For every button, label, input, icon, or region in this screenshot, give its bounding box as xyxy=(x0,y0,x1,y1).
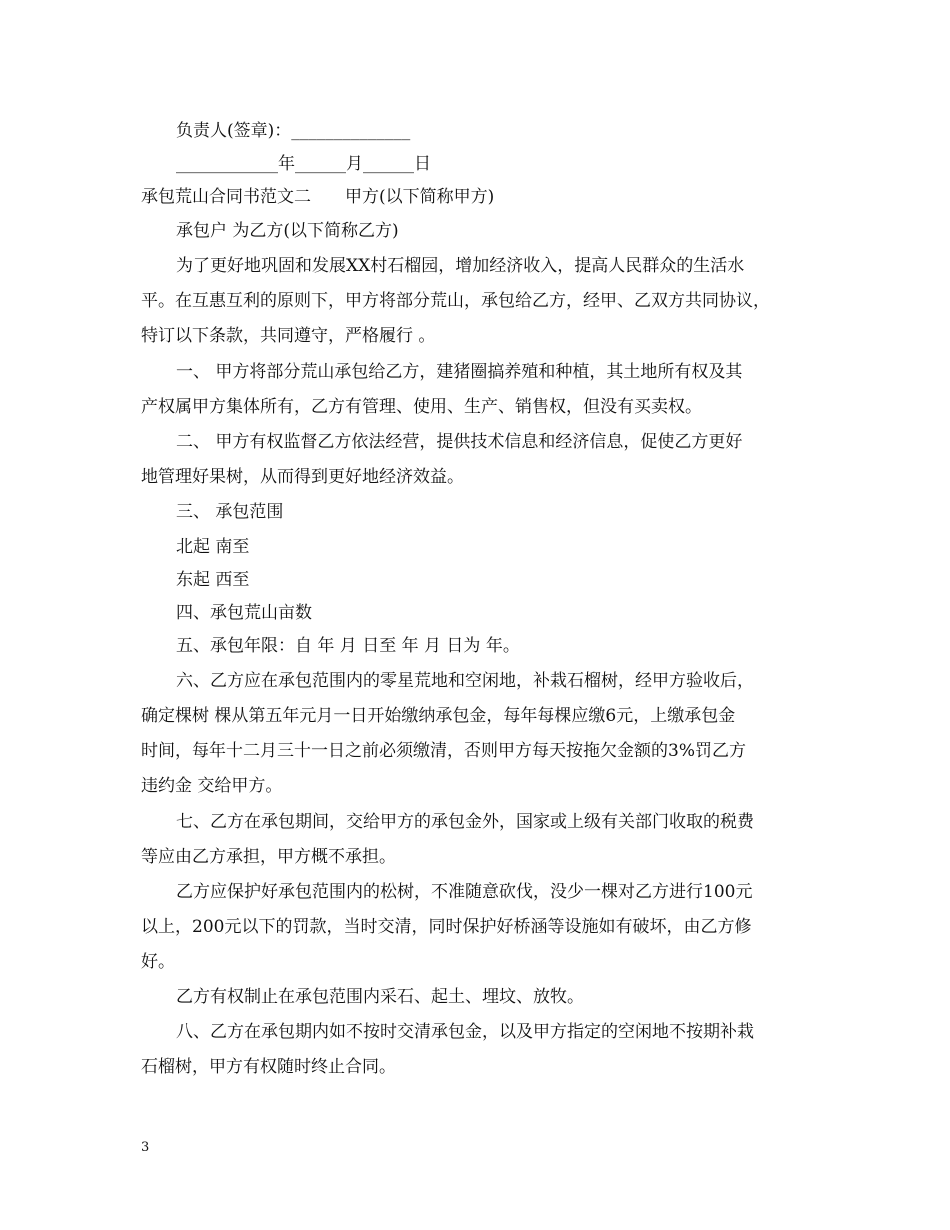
clause-line: 二、 甲方有权监督乙方依法经营，提供技术信息和经济信息，促使乙方更好 xyxy=(176,432,743,452)
contract-title-line: 承包荒山合同书范文二 甲方(以下简称甲方) xyxy=(141,187,495,207)
clause-line: 北起 南至 xyxy=(176,537,250,557)
clause-line: 时间，每年十二月三十一日之前必须缴清，否则甲方每天按拖欠金额的3%罚乙方 xyxy=(141,741,746,761)
clause-line: 乙方应保护好承包范围内的松树，不准随意砍伐，没少一棵对乙方进行100元 xyxy=(176,882,753,902)
clause-line: 等应由乙方承担，甲方概不承担。 xyxy=(141,847,396,867)
clause-line: 一、 甲方将部分荒山承包给乙方，建猪圈搞养殖和种植，其土地所有权及其 xyxy=(176,362,743,382)
clause-line: 确定棵树 棵从第五年元月一日开始缴纳承包金，每年每棵应缴6元，上缴承包金 xyxy=(141,706,736,726)
paragraph-line: 平。在互惠互利的原则下，甲方将部分荒山，承包给乙方，经甲、乙双方共同协议， xyxy=(141,291,770,311)
party-b-line: 承包户 为乙方(以下简称乙方) xyxy=(176,221,399,241)
clause-line: 六、乙方应在承包范围内的零星荒地和空闲地，补栽石榴树，经甲方验收后， xyxy=(176,671,754,691)
clause-line: 产权属甲方集体所有，乙方有管理、使用、生产、销售权，但没有买卖权。 xyxy=(141,397,702,417)
clause-line: 违约金 交给甲方。 xyxy=(141,776,283,796)
clause-line: 地管理好果树，从而得到更好地经济效益。 xyxy=(141,467,464,487)
paragraph-line: 为了更好地巩固和发展XX村石榴园，增加经济收入，提高人民群众的生活水 xyxy=(176,256,745,276)
signature-line: 负责人(签章)：______________ xyxy=(176,121,411,141)
clause-line: 三、 承包范围 xyxy=(176,502,284,522)
clause-line: 石榴树，甲方有权随时终止合同。 xyxy=(141,1057,396,1077)
clause-line: 七、乙方在承包期间，交给甲方的承包金外，国家或上级有关部门收取的税费 xyxy=(176,812,754,832)
date-line: ____________年______月______日 xyxy=(176,154,431,174)
clause-line: 八、乙方在承包期内如不按时交清承包金，以及甲方指定的空闲地不按期补栽 xyxy=(176,1022,754,1042)
paragraph-line: 特订以下条款，共同遵守，严格履行 。 xyxy=(141,326,436,346)
clause-line: 四、承包荒山亩数 xyxy=(176,603,312,623)
clause-line: 好。 xyxy=(141,952,175,972)
clause-line: 五、承包年限：自 年 月 日至 年 月 日为 年。 xyxy=(176,636,520,656)
clause-line: 乙方有权制止在承包范围内采石、起土、埋坟、放牧。 xyxy=(176,987,584,1007)
clause-line: 东起 西至 xyxy=(176,570,250,590)
page-number: 3 xyxy=(141,1140,150,1155)
clause-line: 以上，200元以下的罚款，当时交清，同时保护好桥涵等设施如有破坏，由乙方修 xyxy=(141,917,752,937)
